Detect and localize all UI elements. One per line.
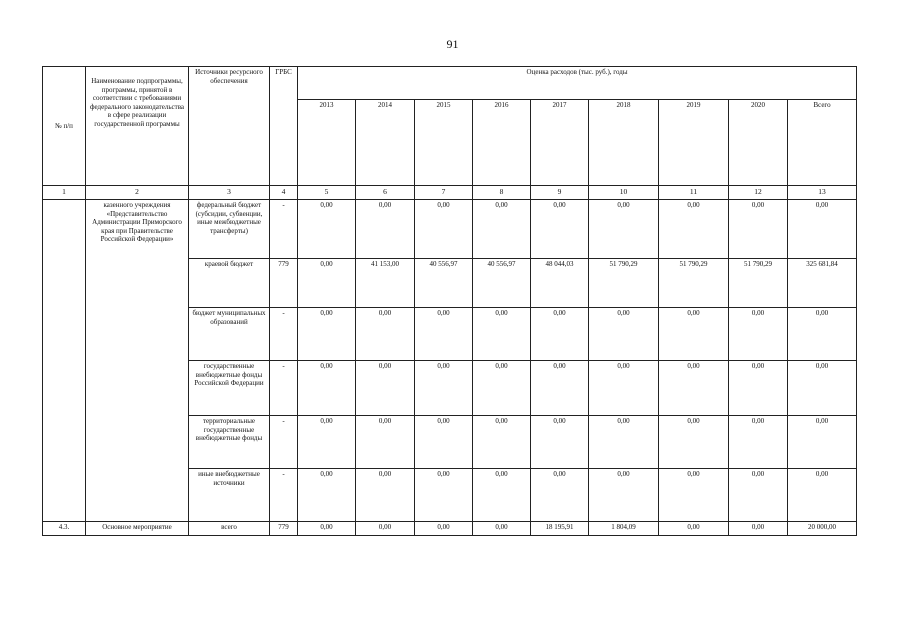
- program-name-cell: казенного учреждения «Представительство Администрации Приморского края при Правительстве Российской Федерации»: [86, 200, 189, 522]
- value-cell: 0,00: [589, 308, 659, 361]
- value-cell: 51 790,29: [659, 259, 729, 308]
- total-cell: 0,00: [788, 308, 857, 361]
- column-number: 6: [356, 186, 415, 200]
- grbs-cell: -: [270, 200, 298, 259]
- value-cell: 0,00: [415, 469, 473, 522]
- value-cell: 0,00: [415, 416, 473, 469]
- value-cell: 18 195,91: [531, 522, 589, 536]
- value-cell: 0,00: [298, 200, 356, 259]
- year-header: 2014: [356, 100, 415, 186]
- value-cell: 0,00: [356, 361, 415, 416]
- grbs-cell: 779: [270, 259, 298, 308]
- value-cell: 0,00: [729, 522, 788, 536]
- column-number: 12: [729, 186, 788, 200]
- value-cell: 0,00: [473, 416, 531, 469]
- value-cell: 51 790,29: [589, 259, 659, 308]
- column-number: 10: [589, 186, 659, 200]
- value-cell: 41 153,00: [356, 259, 415, 308]
- total-cell: 325 681,84: [788, 259, 857, 308]
- total-cell: 20 000,00: [788, 522, 857, 536]
- header-no: № п/п: [43, 67, 86, 186]
- value-cell: 0,00: [729, 469, 788, 522]
- value-cell: 48 044,03: [531, 259, 589, 308]
- value-cell: 40 556,97: [415, 259, 473, 308]
- value-cell: 0,00: [473, 522, 531, 536]
- total-cell: 0,00: [788, 361, 857, 416]
- value-cell: 0,00: [356, 200, 415, 259]
- grbs-cell: 779: [270, 522, 298, 536]
- total-cell: 0,00: [788, 200, 857, 259]
- grbs-cell: -: [270, 361, 298, 416]
- value-cell: 0,00: [298, 416, 356, 469]
- year-header: 2016: [473, 100, 531, 186]
- value-cell: 0,00: [659, 308, 729, 361]
- grbs-cell: -: [270, 416, 298, 469]
- value-cell: 0,00: [531, 416, 589, 469]
- value-cell: 0,00: [659, 522, 729, 536]
- header-sources: Источники ресурсного обеспечения: [189, 67, 270, 186]
- value-cell: 0,00: [473, 308, 531, 361]
- value-cell: 0,00: [356, 416, 415, 469]
- value-cell: 0,00: [298, 308, 356, 361]
- year-header: 2017: [531, 100, 589, 186]
- year-header: 2013: [298, 100, 356, 186]
- value-cell: 40 556,97: [473, 259, 531, 308]
- value-cell: 0,00: [356, 308, 415, 361]
- value-cell: 1 804,09: [589, 522, 659, 536]
- column-number-row: [43, 186, 857, 200]
- value-cell: 0,00: [415, 361, 473, 416]
- year-header-total: Всего: [788, 100, 857, 186]
- column-number: 5: [298, 186, 356, 200]
- value-cell: 0,00: [298, 361, 356, 416]
- value-cell: 0,00: [659, 416, 729, 469]
- program-name-cell: Основное мероприятие: [86, 522, 189, 536]
- column-number: 7: [415, 186, 473, 200]
- value-cell: 0,00: [659, 361, 729, 416]
- source-cell: краевой бюджет: [189, 259, 270, 308]
- value-cell: 0,00: [729, 416, 788, 469]
- value-cell: 0,00: [531, 361, 589, 416]
- value-cell: 0,00: [298, 522, 356, 536]
- value-cell: 0,00: [473, 361, 531, 416]
- column-number: 3: [189, 186, 270, 200]
- value-cell: 0,00: [589, 469, 659, 522]
- row-no-cell: 4.3.: [43, 522, 86, 536]
- row-no-cell: [43, 200, 86, 522]
- value-cell: 0,00: [729, 200, 788, 259]
- year-header: 2020: [729, 100, 788, 186]
- grbs-cell: -: [270, 308, 298, 361]
- value-cell: 0,00: [589, 416, 659, 469]
- budget-table: [42, 66, 857, 536]
- value-cell: 0,00: [531, 469, 589, 522]
- header-grbs: ГРБС: [270, 67, 298, 186]
- value-cell: 0,00: [729, 361, 788, 416]
- header-row-1: [43, 67, 857, 100]
- value-cell: 0,00: [298, 469, 356, 522]
- value-cell: 0,00: [415, 308, 473, 361]
- column-number: 13: [788, 186, 857, 200]
- value-cell: 0,00: [473, 469, 531, 522]
- column-number: 8: [473, 186, 531, 200]
- source-cell: государственные внебюджетные фонды Российской Федерации: [189, 361, 270, 416]
- value-cell: 0,00: [298, 259, 356, 308]
- value-cell: 0,00: [729, 308, 788, 361]
- column-number: 9: [531, 186, 589, 200]
- value-cell: 0,00: [356, 469, 415, 522]
- value-cell: 0,00: [415, 200, 473, 259]
- source-cell: бюджет муниципальных образований: [189, 308, 270, 361]
- column-number: 2: [86, 186, 189, 200]
- column-number: 1: [43, 186, 86, 200]
- column-number: 11: [659, 186, 729, 200]
- value-cell: 0,00: [589, 361, 659, 416]
- value-cell: 0,00: [415, 522, 473, 536]
- page-number: 91: [446, 37, 459, 51]
- value-cell: 0,00: [531, 200, 589, 259]
- header-name: Наименование подпрограммы, программы, принятой в соответствии с требованиями федерального законодательства в сфере реализации государственной программы: [86, 67, 189, 186]
- total-cell: 0,00: [788, 416, 857, 469]
- value-cell: 0,00: [659, 469, 729, 522]
- value-cell: 0,00: [473, 200, 531, 259]
- source-cell: федеральный бюджет (субсидии, субвенции, иные межбюджетные трансферты): [189, 200, 270, 259]
- header-estimate: Оценка расходов (тыс. руб.), годы: [298, 67, 857, 100]
- year-header: 2019: [659, 100, 729, 186]
- grbs-cell: -: [270, 469, 298, 522]
- column-number: 4: [270, 186, 298, 200]
- year-header: 2018: [589, 100, 659, 186]
- source-cell: всего: [189, 522, 270, 536]
- total-cell: 0,00: [788, 469, 857, 522]
- value-cell: 51 790,29: [729, 259, 788, 308]
- value-cell: 0,00: [531, 308, 589, 361]
- value-cell: 0,00: [589, 200, 659, 259]
- table-row: [43, 200, 857, 259]
- value-cell: 0,00: [659, 200, 729, 259]
- table-row: [43, 522, 857, 536]
- source-cell: территориальные государственные внебюджетные фонды: [189, 416, 270, 469]
- source-cell: иные внебюджетные источники: [189, 469, 270, 522]
- value-cell: 0,00: [356, 522, 415, 536]
- year-header: 2015: [415, 100, 473, 186]
